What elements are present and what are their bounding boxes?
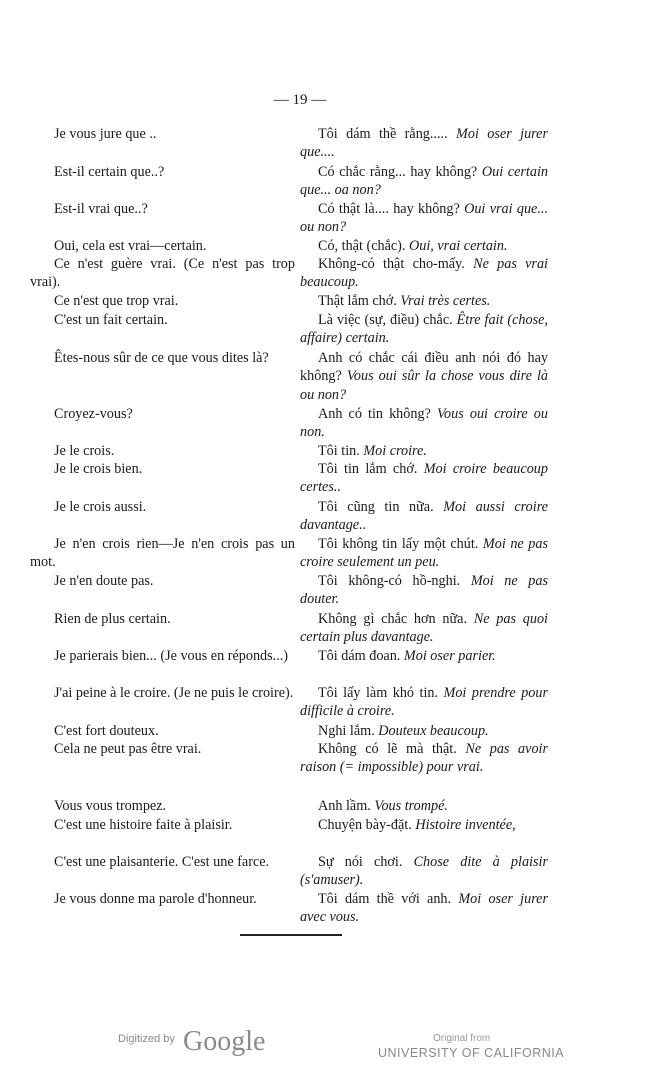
french-phrase: C'est un fait certain. xyxy=(54,312,168,328)
vietnamese-phrase: Anh lầm. Vous trompé. xyxy=(318,798,448,814)
vietnamese-phrase: Có thật là.... hay không? Oui vrai que... ou non? xyxy=(300,201,548,236)
vietnamese-phrase: Không có lẽ mà thật. Ne pas avoir raison (= impossible) pour vrai. xyxy=(300,741,548,776)
google-logo: Google xyxy=(183,1026,266,1057)
french-phrase: Je vous donne ma parole d'honneur. xyxy=(54,891,257,907)
french-phrase: Rien de plus certain. xyxy=(54,611,171,627)
vietnamese-phrase: Anh có chắc cái điều anh nói đó hay không? Vous oui sûr la chose vous dire là ou non? xyxy=(300,350,548,403)
vietnamese-phrase: Nghi lắm. Douteux beaucoup. xyxy=(318,723,489,739)
institution-label: UNIVERSITY OF CALIFORNIA xyxy=(378,1046,565,1060)
vietnamese-phrase: Tôi tin. Moi croire. xyxy=(318,443,427,459)
vietnamese-phrase: Có chắc rằng... hay không? Oui certain que... oa non? xyxy=(300,164,548,199)
french-phrase: J'ai peine à le croire. (Je ne puis le croire). xyxy=(54,685,294,701)
vietnamese-phrase: Không gì chắc hơn nữa. Ne pas quoi certain plus davantage. xyxy=(300,611,548,646)
vietnamese-phrase: Anh có tin không? Vous oui croire ou non. xyxy=(300,406,548,441)
french-phrase: Je n'en doute pas. xyxy=(54,573,154,589)
french-phrase: Est-il vrai que..? xyxy=(54,201,148,217)
original-from-label: Original from xyxy=(433,1033,491,1044)
french-phrase: Je le crois. xyxy=(54,443,115,459)
french-phrase: Oui, cela est vrai—certain. xyxy=(54,238,207,254)
vietnamese-phrase: Có, thật (chắc). Oui, vrai certain. xyxy=(318,238,508,254)
vietnamese-phrase: Tôi tin lắm chớ. Moi croire beaucoup certes.. xyxy=(300,461,548,496)
french-phrase: Êtes-nous sûr de ce que vous dites là? xyxy=(54,350,269,366)
vietnamese-phrase: Tôi lấy làm khó tin. Moi prendre pour difficile à croire. xyxy=(300,685,548,720)
french-phrase: Croyez-vous? xyxy=(54,406,133,422)
vietnamese-phrase: Tôi dám thề rằng..... Moi oser jurer que.... xyxy=(300,126,548,161)
french-phrase: Ce n'est guère vrai. (Ce n'est pas trop vrai). xyxy=(30,256,295,291)
french-phrase: Je n'en crois rien—Je n'en crois pas un mot. xyxy=(30,536,295,571)
vietnamese-phrase: Tôi không-có hồ-nghi. Moi ne pas douter. xyxy=(300,573,548,608)
french-phrase: Ce n'est que trop vrai. xyxy=(54,293,179,309)
french-phrase: Vous vous trompez. xyxy=(54,798,167,814)
french-phrase: Je vous jure que .. xyxy=(54,126,157,142)
page-number: — 19 — xyxy=(273,92,327,108)
vietnamese-phrase: Chuyện bày-đặt. Histoire inventée, xyxy=(318,817,516,833)
french-phrase: C'est fort douteux. xyxy=(54,723,159,739)
french-phrase: Je le crois aussi. xyxy=(54,499,147,515)
french-phrase: C'est une histoire faite à plaisir. xyxy=(54,817,233,833)
end-rule xyxy=(240,934,342,936)
french-phrase: Cela ne peut pas être vrai. xyxy=(54,741,202,757)
french-phrase: Est-il certain que..? xyxy=(54,164,165,180)
french-phrase: Je parierais bien... (Je vous en réponds...) xyxy=(54,648,289,664)
french-phrase: Je le crois bien. xyxy=(54,461,143,477)
vietnamese-phrase: Không-có thật cho-mấy. Ne pas vrai beaucoup. xyxy=(300,256,548,291)
vietnamese-phrase: Sự nói chơi. Chose dite à plaisir (s'amuser). xyxy=(300,854,548,889)
vietnamese-phrase: Tôi dám thề với anh. Moi oser jurer avec vous. xyxy=(300,891,549,926)
vietnamese-phrase: Là việc (sự, điều) chắc. Être fait (chose, affaire) certain. xyxy=(300,312,548,347)
digitized-by-label: Digitized by xyxy=(118,1033,175,1045)
vietnamese-phrase: Tôi dám đoan. Moi oser parier. xyxy=(318,648,496,664)
french-phrase: C'est une plaisanterie. C'est une farce. xyxy=(54,854,270,870)
vietnamese-phrase: Tôi không tin lấy một chút. Moi ne pas croire seulement un peu. xyxy=(300,536,548,571)
vietnamese-phrase: Thật lắm chớ. Vrai très certes. xyxy=(318,293,491,309)
vietnamese-phrase: Tôi cũng tin nữa. Moi aussi croire davantage.. xyxy=(300,499,548,534)
